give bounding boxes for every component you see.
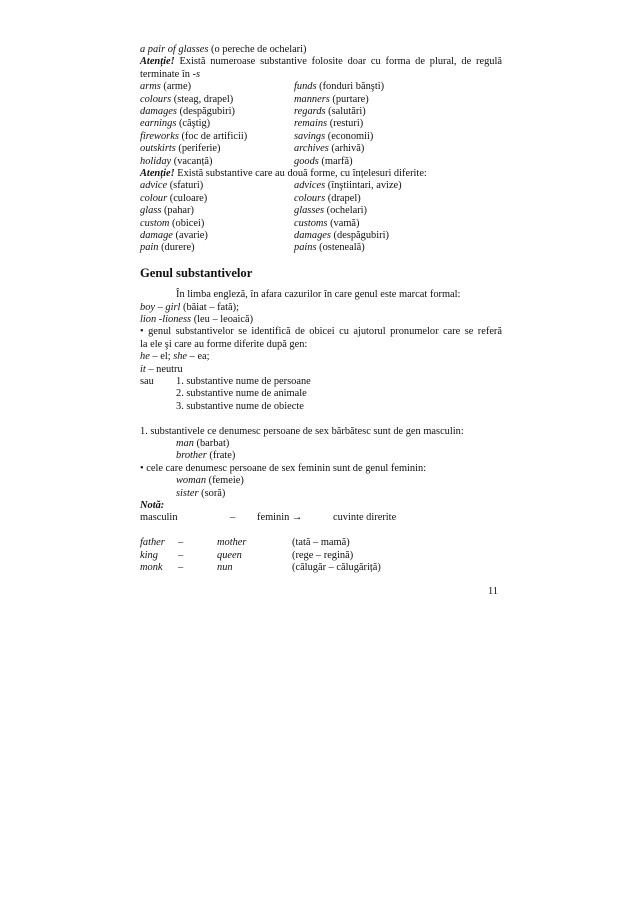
romanian-gloss: (periferie)	[175, 143, 221, 155]
term-left	[140, 230, 208, 242]
two-forms-note	[140, 168, 502, 180]
term-left	[140, 131, 247, 143]
term-left	[140, 242, 195, 254]
romanian-gloss: (drapel)	[325, 192, 361, 204]
plural-note-text-2: terminate în	[140, 68, 193, 80]
romanian-gloss: (marfă)	[318, 155, 353, 167]
atentie-label-2: Atenție!	[140, 167, 175, 179]
plural-note-line-2	[140, 69, 502, 81]
term-left	[140, 118, 210, 130]
pronoun-line	[140, 351, 502, 363]
term-right	[294, 143, 364, 155]
man-line	[140, 438, 502, 450]
english-term: arms	[140, 81, 161, 93]
romanian-gloss: (obicei)	[169, 217, 205, 229]
nota-line	[140, 512, 502, 524]
english-term: archives	[294, 143, 329, 155]
english-term: colours	[294, 192, 326, 204]
nota-text: Notă:	[140, 499, 165, 511]
romanian-gloss: (călugăr – călugăriță)	[292, 561, 381, 573]
term-right	[294, 180, 402, 192]
term-right	[294, 106, 366, 118]
gender-bullet-line-2: la ele şi care au forme diferite după gen:	[140, 338, 308, 350]
term-woman: woman	[176, 475, 207, 487]
romanian-gloss: (fonduri bănşti)	[316, 81, 385, 93]
romanian-gloss: (despăgubiri)	[330, 229, 389, 241]
romanian-gloss: (arme)	[160, 81, 192, 93]
term-left	[140, 218, 204, 230]
english-term: glasses	[294, 205, 325, 217]
spacer	[140, 525, 502, 537]
romanian-gloss: (rege – regină)	[292, 549, 354, 561]
dash: –	[178, 549, 184, 561]
intro-line-1	[140, 44, 502, 56]
romanian-gloss: (durere)	[158, 242, 195, 254]
english-term: pain	[140, 242, 159, 254]
plural-only-row	[140, 81, 502, 93]
romanian-gloss: (ochelari)	[324, 205, 368, 217]
two-forms-row	[140, 180, 502, 192]
english-term: damages	[140, 106, 177, 117]
he-gloss: – el;	[149, 351, 174, 363]
two-forms-list	[140, 180, 502, 254]
term-lion: lion -lioness	[140, 313, 192, 325]
term-right	[294, 81, 384, 93]
section-heading: Genul substantivelor	[140, 265, 253, 280]
english-term: regards	[294, 106, 326, 117]
term-right	[294, 193, 361, 205]
lion-line	[140, 314, 502, 326]
pronoun-he: he	[140, 351, 150, 363]
english-term: manners	[294, 93, 330, 105]
term-left	[140, 94, 233, 106]
english-term: remains	[294, 118, 328, 130]
document-page	[140, 44, 502, 574]
romanian-gloss: (tată – mamă)	[292, 537, 350, 549]
feminine-term: queen	[217, 549, 242, 561]
feminine-bullet: • cele care denumesc persoane de sex feminin sunt de genul feminin:	[140, 462, 427, 474]
plural-only-list	[140, 81, 502, 168]
boy-girl-gloss: (băiat – fată);	[180, 301, 239, 313]
term-right	[294, 118, 363, 130]
english-term: a pair of glasses	[140, 44, 209, 55]
types-line-1	[140, 376, 502, 388]
english-term: custom	[140, 217, 170, 229]
pronoun-it-line	[140, 364, 502, 376]
spacer	[140, 413, 502, 425]
she-gloss: – ea;	[187, 351, 210, 363]
term-boy: boy	[140, 301, 156, 313]
gender-paragraph-1: În limba engleză, în afara cazurilor în care genul este marcat formal:	[176, 289, 461, 301]
feminine-term: nun	[217, 561, 233, 573]
sister-gloss: (soră)	[198, 487, 226, 499]
two-forms-note-text: Există substantive care au două forme, cu înțelesuri diferite:	[174, 167, 427, 179]
romanian-gloss: (despăgubiri)	[176, 106, 235, 117]
feminine-term: mother	[217, 537, 247, 549]
type-item: 2. substantive nume de animale	[176, 388, 307, 400]
term-left	[140, 156, 212, 168]
romanian-gloss: (arhivă)	[328, 143, 365, 155]
romanian-gloss: (sfaturi)	[167, 180, 204, 192]
gender-bullet-line-1: • genul substantivelor se identifică de obicei cu ajutorul pronumelor care se referă	[140, 326, 502, 338]
romanian-gloss: (osteneală)	[316, 242, 365, 254]
romanian-gloss: (foc de artificii)	[178, 130, 248, 142]
masculine-term: father	[140, 537, 165, 549]
english-term: advices	[294, 180, 326, 192]
plural-only-row	[140, 143, 502, 155]
term-right	[294, 94, 369, 106]
term-right	[294, 205, 367, 217]
romanian-gloss: (steag, drapel)	[171, 93, 234, 105]
gender-pair-row	[140, 562, 502, 574]
romanian-gloss: (avarie)	[172, 229, 208, 241]
english-term: glass	[140, 205, 162, 217]
woman-line	[140, 475, 502, 487]
romanian-gloss: (economii)	[325, 130, 374, 142]
english-term: savings	[294, 130, 326, 142]
gender-pairs-list	[140, 537, 502, 574]
english-term: funds	[294, 81, 317, 93]
term-man: man	[176, 437, 194, 449]
plural-note-text: Există numeroase substantive folosite doar cu forma de plural, de regulă	[174, 56, 502, 68]
term-left	[140, 193, 207, 205]
plural-only-row	[140, 94, 502, 106]
two-forms-row	[140, 205, 502, 217]
page-number: 11	[488, 586, 499, 597]
masculine-term: monk	[140, 561, 163, 573]
two-forms-row	[140, 242, 502, 254]
it-gloss: – neutru	[145, 363, 183, 375]
english-term: customs	[294, 217, 328, 229]
plural-note-line-1	[140, 56, 502, 68]
sister-line	[140, 488, 502, 500]
plural-only-row	[140, 106, 502, 118]
term-right	[294, 242, 365, 254]
romanian-gloss: (purtare)	[329, 93, 369, 105]
boy-girl-line	[140, 302, 502, 314]
term-left	[140, 106, 235, 118]
dash: –	[230, 512, 236, 524]
term-right	[294, 218, 360, 230]
term-right	[294, 230, 389, 242]
types-line-3	[140, 401, 502, 413]
masculine-paragraph: 1. substantivele ce denumesc persoane de sex bărbătesc sunt de gen masculin:	[140, 425, 464, 437]
romanian-gloss: (vacanță)	[171, 155, 213, 167]
english-term: colour	[140, 192, 168, 204]
pronoun-she: she	[173, 351, 188, 363]
word-masculin: masculin	[140, 512, 178, 524]
term-right	[294, 131, 373, 143]
word-sau: sau	[140, 375, 154, 387]
two-forms-row	[140, 193, 502, 205]
gender-pair-row	[140, 550, 502, 562]
romanian-gloss: (pahar)	[161, 205, 194, 217]
english-term: damages	[294, 229, 331, 241]
suffix-s: -s	[192, 68, 201, 80]
english-term: damage	[140, 229, 173, 241]
english-term: colours	[140, 93, 172, 105]
masculine-term: king	[140, 549, 158, 561]
gender-pair-row	[140, 537, 502, 549]
english-term: fireworks	[140, 130, 179, 142]
pronoun-it: it	[140, 363, 146, 375]
nota-label	[140, 500, 502, 512]
romanian-gloss: (culoare)	[167, 192, 208, 204]
romanian-gloss: (resturi)	[327, 118, 364, 130]
brother-line	[140, 450, 502, 462]
romanian-gloss: (salutări)	[325, 106, 366, 117]
plural-only-row	[140, 118, 502, 130]
english-term: goods	[294, 155, 319, 167]
type-item: 1. substantive nume de persoane	[176, 375, 311, 387]
term-right	[294, 156, 353, 168]
two-forms-row	[140, 218, 502, 230]
english-term: outskirts	[140, 143, 176, 155]
plural-only-row	[140, 131, 502, 143]
english-term: earnings	[140, 118, 177, 130]
lion-gloss: (leu – leoaică)	[191, 313, 254, 325]
arrow-icon: →	[292, 512, 303, 524]
term-sister: sister	[176, 487, 199, 499]
romanian-gloss: (vamă)	[327, 217, 360, 229]
two-forms-row	[140, 230, 502, 242]
romanian-gloss: (o pereche de ochelari)	[208, 44, 307, 55]
term-brother: brother	[176, 450, 207, 462]
word-cuvinte: cuvinte direrite	[333, 512, 397, 524]
dash: –	[155, 301, 166, 313]
term-left	[140, 81, 191, 93]
woman-gloss: (femeie)	[206, 475, 244, 487]
english-term: pains	[294, 242, 317, 254]
english-term: advice	[140, 180, 168, 192]
man-gloss: (barbat)	[193, 437, 230, 449]
romanian-gloss: (câştig)	[176, 118, 211, 130]
term-girl: girl	[165, 301, 181, 313]
type-item: 3. substantive nume de obiecte	[176, 400, 304, 412]
term-left	[140, 180, 203, 192]
romanian-gloss: (înştiintari, avize)	[325, 180, 402, 192]
atentie-label: Atenție!	[140, 56, 175, 68]
plural-only-row	[140, 156, 502, 168]
word-feminin: feminin	[257, 512, 290, 524]
english-term: holiday	[140, 155, 172, 167]
brother-gloss: (frate)	[206, 450, 236, 462]
term-left	[140, 143, 221, 155]
term-left	[140, 205, 194, 217]
dash: –	[178, 537, 184, 549]
dash: –	[178, 561, 184, 573]
types-line-2	[140, 388, 502, 400]
